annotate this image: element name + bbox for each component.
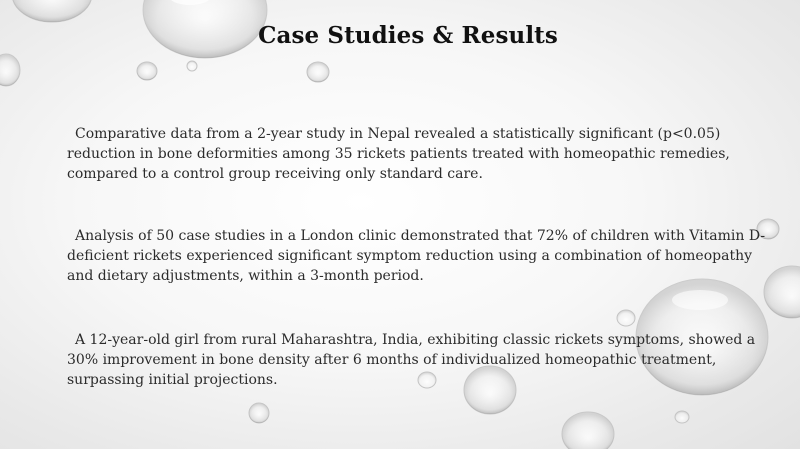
water-drop — [249, 403, 269, 423]
water-drop — [307, 62, 329, 82]
water-drop — [187, 61, 197, 71]
paragraph-text: Comparative data from a 2-year study in Nepal revealed a statistically significant (p<0.05) reduction in bone deformities among 35 rickets patients treated with homeopathic remedies, compared to a control group receiving only standard care. — [67, 126, 730, 182]
water-drop — [0, 54, 20, 86]
case-study-paragraph — [67, 226, 767, 286]
water-drop — [675, 411, 689, 423]
water-drop — [137, 62, 157, 80]
water-drop — [12, 0, 92, 22]
water-drop — [764, 266, 800, 318]
paragraph-text: Analysis of 50 case studies in a London clinic demonstrated that 72% of children with Vitamin D-deficient rickets experienced significant symptom reduction using a combination of homeopathy and dietary adjustments, within a 3-month period. — [67, 228, 766, 284]
water-drop — [617, 310, 635, 326]
water-drop — [562, 412, 614, 449]
slide-title: Case Studies & Results — [258, 22, 558, 49]
case-study-paragraph — [67, 124, 767, 184]
paragraph-text: A 12-year-old girl from rural Maharashtra, India, exhibiting classic rickets symptoms, showed a 30% improvement in bone density after 6 months of individualized homeopathic treatment, surpassing initial projections. — [67, 332, 756, 388]
case-study-paragraph — [67, 330, 767, 390]
